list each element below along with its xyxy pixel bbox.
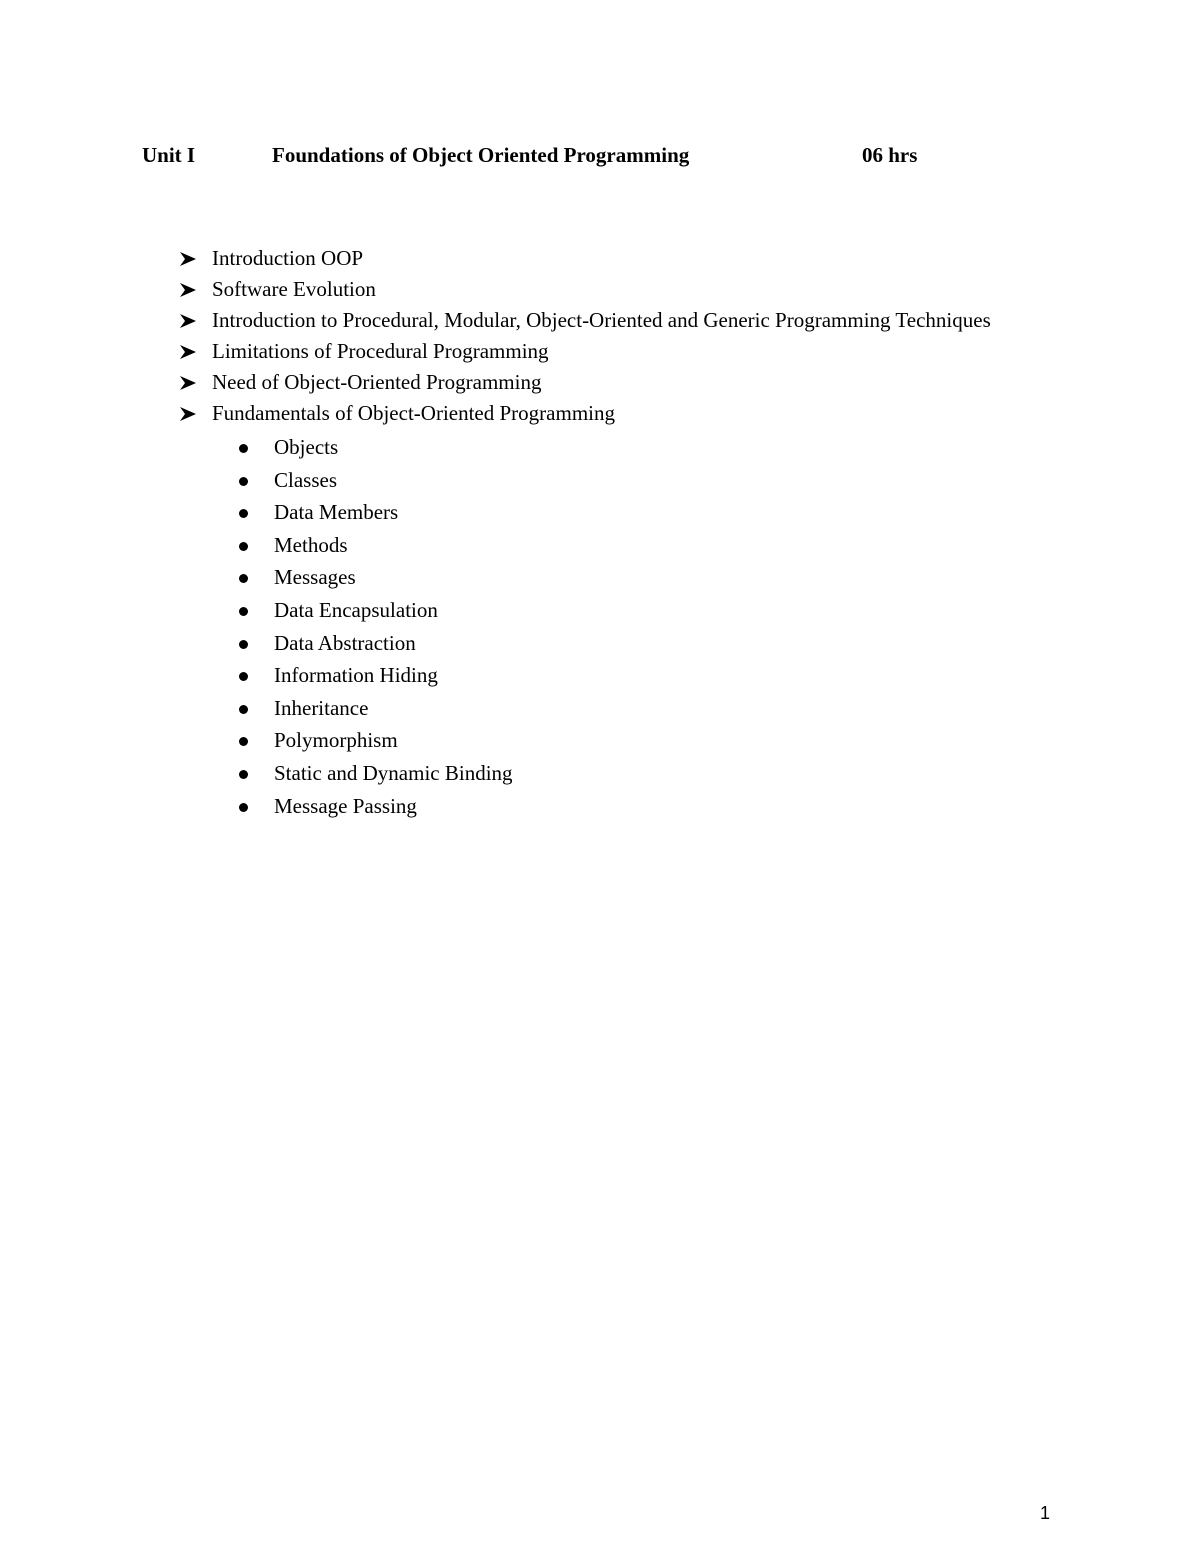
bullet-dot-icon	[239, 542, 248, 551]
bullet-dot-icon	[239, 477, 248, 486]
bullet-dot-icon	[239, 509, 248, 518]
topic-item	[178, 305, 1060, 336]
bullet-dot-icon	[239, 803, 248, 812]
list-item-text: Static and Dynamic Binding	[274, 760, 513, 785]
bullet-dot-icon	[239, 770, 248, 779]
list-item-text: Information Hiding	[274, 663, 438, 688]
list-item	[178, 594, 1060, 627]
list-item	[178, 464, 1060, 497]
list-item-text: Data Encapsulation	[274, 597, 438, 622]
topic-text: Introduction OOP	[212, 246, 364, 270]
unit-header	[0, 143, 1200, 173]
list-item	[178, 496, 1060, 529]
list-item	[178, 757, 1060, 790]
arrowhead-icon	[178, 336, 200, 367]
list-item	[178, 692, 1060, 725]
list-item-text: Message Passing	[274, 793, 417, 818]
topic-text: Fundamentals of Object-Oriented Programming	[212, 401, 615, 425]
page-number: 1	[1040, 1503, 1051, 1523]
topic-text: Introduction to Procedural, Modular, Object-Oriented and Generic Programming Techniques	[212, 308, 991, 332]
bullet-dot-icon	[239, 607, 248, 616]
topic-item	[178, 367, 1060, 398]
bullet-dot-icon	[239, 705, 248, 714]
bullet-dot-icon	[239, 640, 248, 649]
list-item	[178, 431, 1060, 464]
list-item-text: Classes	[274, 467, 337, 492]
topic-text: Software Evolution	[212, 277, 376, 301]
list-item-text: Messages	[274, 565, 356, 590]
list-item-text: Data Abstraction	[274, 630, 416, 655]
topic-list	[178, 243, 1060, 822]
bullet-dot-icon	[239, 737, 248, 746]
topic-item	[178, 274, 1060, 305]
arrowhead-icon	[178, 274, 200, 305]
unit-hours: 06 hrs	[862, 143, 918, 167]
bullet-dot-icon	[239, 672, 248, 681]
list-item	[178, 529, 1060, 562]
list-item	[178, 790, 1060, 823]
list-item-text: Methods	[274, 532, 348, 557]
topic-item	[178, 243, 1060, 274]
arrowhead-icon	[178, 398, 200, 429]
unit-label: Unit I	[142, 143, 196, 167]
topic-item	[178, 398, 1060, 822]
list-item	[178, 724, 1060, 757]
topic-text: Need of Object-Oriented Programming	[212, 370, 542, 394]
bullet-dot-icon	[239, 444, 248, 453]
arrowhead-icon	[178, 243, 200, 274]
list-item-text: Data Members	[274, 500, 399, 525]
topic-item	[178, 336, 1060, 367]
list-item	[178, 561, 1060, 594]
list-item-text: Polymorphism	[274, 728, 398, 753]
list-item-text: Inheritance	[274, 695, 369, 720]
unit-title: Foundations of Object Oriented Programming	[272, 143, 690, 167]
fundamentals-list	[212, 431, 1060, 822]
list-item-text: Objects	[274, 435, 339, 459]
list-item	[178, 627, 1060, 660]
list-item	[178, 659, 1060, 692]
arrowhead-icon	[178, 367, 200, 398]
bullet-dot-icon	[239, 574, 248, 583]
topic-text: Limitations of Procedural Programming	[212, 339, 549, 363]
arrowhead-icon	[178, 305, 200, 336]
